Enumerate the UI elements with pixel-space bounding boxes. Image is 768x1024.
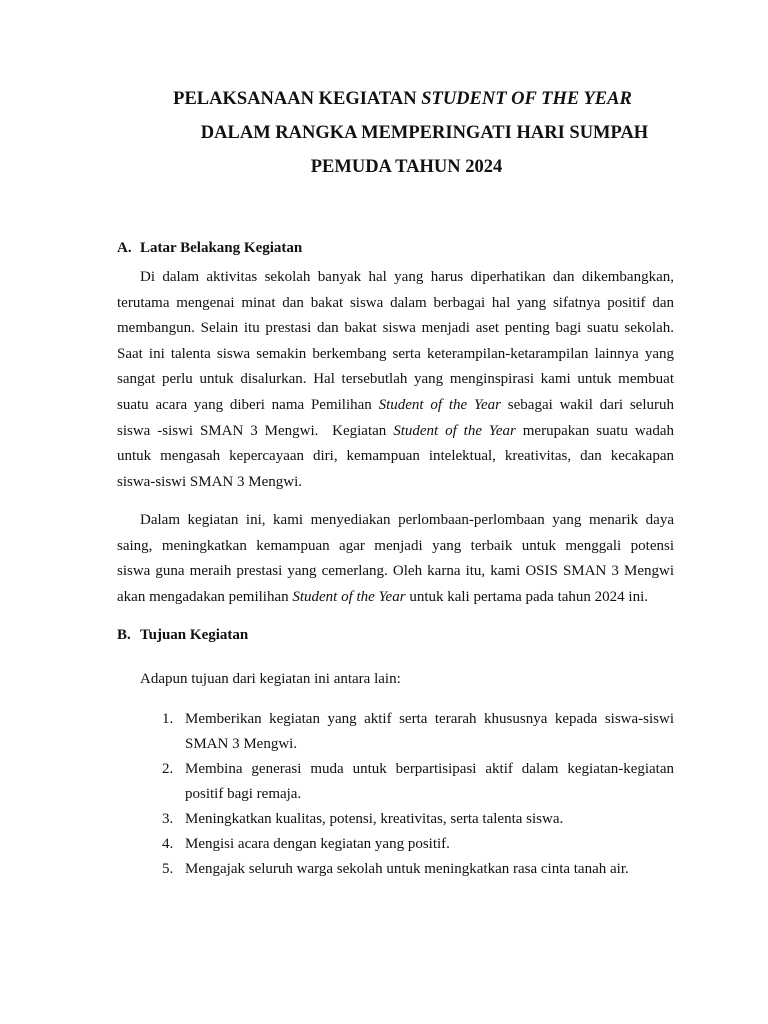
document-title-line-1 (56, 89, 749, 109)
section-a-paragraph-1 (117, 265, 674, 495)
paragraph-text: untuk kali pertama pada tahun 2024 ini. (405, 588, 649, 605)
list-item-text: Mengisi acara dengan kegiatan yang positif. (185, 836, 450, 852)
list-item-number: 1. (162, 711, 174, 727)
paragraph-line (117, 393, 674, 419)
list-item-text: positif bagi remaja. (185, 786, 302, 802)
paragraph-text: akan mengadakan pemilihan (117, 588, 293, 605)
paragraph-line: saing, meningkatkan kemampuan agar menjadi yang terbaik untuk menggali potensi (117, 537, 674, 554)
title-prefix: PELAKSANAAN KEGIATAN (173, 89, 422, 109)
list-item-text: Membina generasi muda untuk berpartisipasi aktif dalam kegiatan-kegiatan (185, 761, 674, 777)
paragraph-line (117, 585, 674, 611)
list-item (117, 757, 674, 807)
list-item (117, 832, 674, 857)
paragraph-italic-text: Student of the Year (378, 396, 501, 413)
paragraph-line: sangat perlu untuk disalurkan. Hal tersebutlah yang menginspirasi kami untuk membuat (117, 371, 674, 388)
document-title-line-3: PEMUDA TAHUN 2024 (310, 157, 503, 177)
section-a-paragraph-2 (117, 508, 674, 610)
section-a-letter: A. (117, 240, 132, 256)
paragraph-text: suatu acara yang diberi nama Pemilihan (117, 396, 379, 413)
list-item (117, 707, 674, 757)
list-item-number: 2. (162, 761, 174, 777)
objectives-list (117, 707, 674, 882)
paragraph-italic-text: Student of the Year (393, 422, 516, 439)
list-item-text: Meningkatkan kualitas, potensi, kreativitas, serta talenta siswa. (185, 811, 564, 827)
list-item-text: Memberikan kegiatan yang aktif serta terarah khususnya kepada siswa-siswi (185, 711, 674, 727)
paragraph-line: terutama mengenai minat dan bakat siswa dalam berbagai hal yang sifatnya positif dan (117, 294, 674, 311)
paragraph-line: Dalam kegiatan ini, kami menyediakan perlombaan-perlombaan yang menarik daya (140, 512, 674, 528)
list-item-text: Mengajak seluruh warga sekolah untuk meningkatkan rasa cinta tanah air. (185, 861, 629, 877)
paragraph-italic-text: Student of the Year (292, 588, 406, 605)
section-b-intro: Adapun tujuan dari kegiatan ini antara lain: (140, 671, 401, 687)
section-b-title: Tujuan Kegiatan (140, 627, 249, 643)
document-title-line-2: DALAM RANGKA MEMPERINGATI HARI SUMPAH (200, 123, 649, 143)
paragraph-text: merupakan suatu wadah (515, 422, 675, 439)
paragraph-line: siswa guna meraih prestasi yang cemerlang. Oleh karna itu, kami OSIS SMAN 3 Mengwi (117, 563, 674, 580)
paragraph-line: untuk mengasah kepercayaan diri, kemampuan intelektual, kreativitas, dan kecakapan (117, 448, 674, 465)
paragraph-line (117, 419, 674, 445)
paragraph-line: membangun. Selain itu prestasi dan bakat siswa menjadi aset penting bagi suatu sekolah. (117, 320, 674, 337)
paragraph-line: siswa-siswi SMAN 3 Mengwi. (117, 473, 303, 490)
section-b-letter: B. (117, 627, 131, 643)
paragraph-text: sebagai wakil dari seluruh (500, 396, 675, 413)
section-a-heading (117, 239, 302, 257)
list-item (117, 857, 674, 882)
list-item-number: 5. (162, 861, 174, 877)
paragraph-line: Di dalam aktivitas sekolah banyak hal yang harus diperhatikan dan dikembangkan, (140, 269, 674, 285)
title-italic: STUDENT OF THE YEAR (421, 89, 632, 109)
paragraph-line: Saat ini talenta siswa semakin berkembang serta keterampilan-ketarampilan lainnya yang (117, 345, 674, 362)
section-b-heading (117, 626, 248, 644)
list-item-number: 3. (162, 811, 174, 827)
list-item-text: SMAN 3 Mengwi. (185, 736, 298, 752)
section-a-title: Latar Belakang Kegiatan (140, 240, 303, 256)
paragraph-text: siswa -siswi SMAN 3 Mengwi. Kegiatan (117, 422, 394, 439)
list-item (117, 807, 674, 832)
list-item-number: 4. (162, 836, 174, 852)
